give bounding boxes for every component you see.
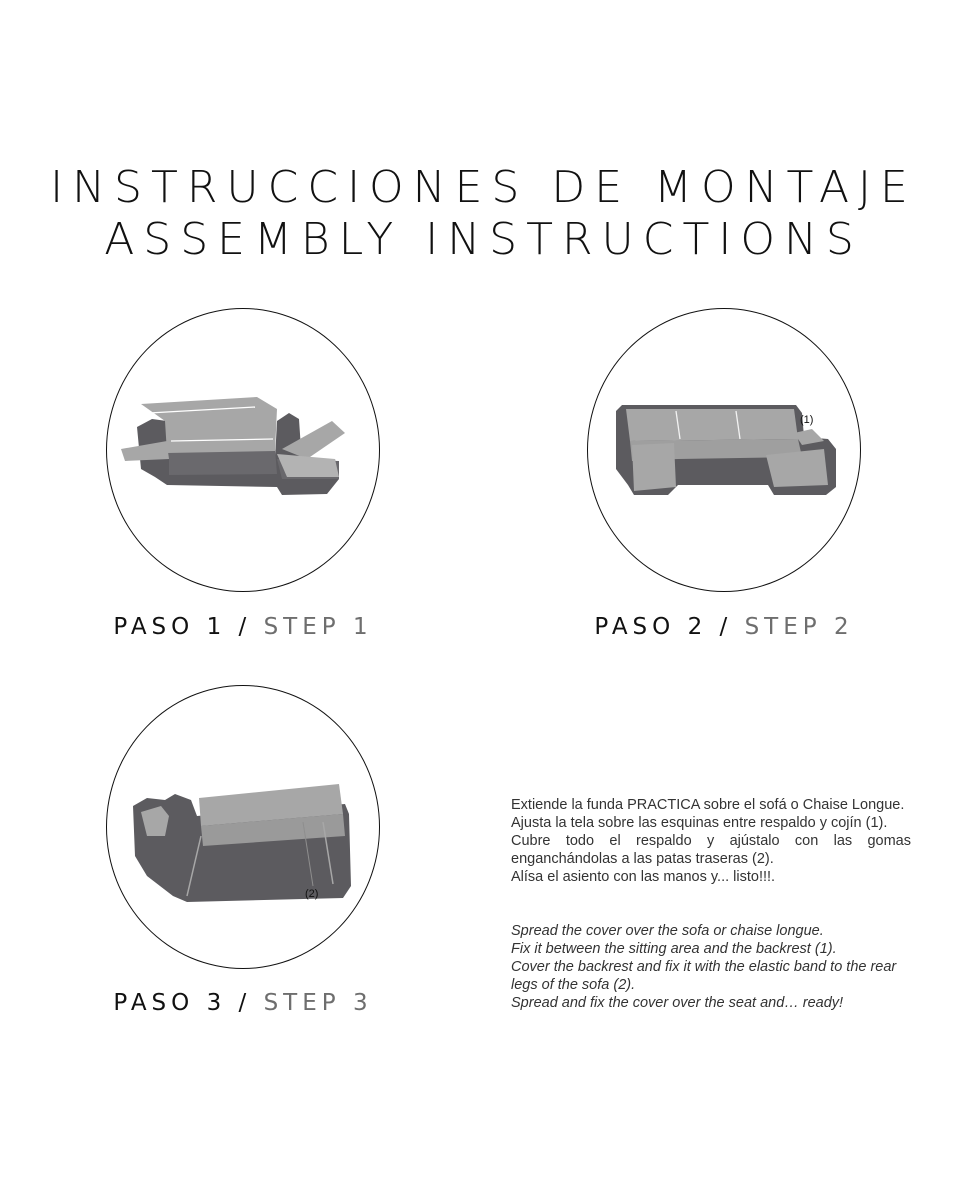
instruction-en-4: Spread and fix the cover over the seat and… ready!	[511, 995, 844, 1011]
step-1-label-en: STEP 1	[263, 614, 373, 640]
step-3-label-es: PASO 3 /	[113, 990, 252, 1016]
instructions-english	[511, 922, 911, 1012]
step-3-illustration	[106, 685, 380, 969]
instruction-es-2: Ajusta la tela sobre las esquinas entre respaldo y cojín (1).	[511, 815, 888, 831]
step-3-callout: (2)	[305, 888, 319, 900]
step-1-label	[106, 614, 380, 640]
page-title-english: ASSEMBLY INSTRUCTIONS	[104, 214, 863, 265]
step-3-label	[106, 990, 380, 1016]
instruction-es-1: Extiende la funda PRACTICA sobre el sofá o Chaise Longue.	[511, 797, 905, 813]
instruction-en-3: Cover the backrest and fix it with the elastic band to the rear legs of the sofa (2).	[511, 959, 897, 993]
instructions-spanish	[511, 796, 911, 886]
instruction-es-4: Alísa el asiento con las manos y... listo!!!.	[511, 869, 776, 885]
instruction-en-1: Spread the cover over the sofa or chaise longue.	[511, 923, 824, 939]
step-2-callout: (1)	[800, 414, 814, 426]
step-1-illustration	[106, 308, 380, 592]
instruction-en-2: Fix it between the sitting area and the backrest (1).	[511, 941, 837, 957]
step-2-illustration	[587, 308, 861, 592]
step-2-label-es: PASO 2 /	[594, 614, 733, 640]
page-title-spanish: INSTRUCCIONES DE MONTAJE	[50, 162, 917, 213]
step-2-label	[587, 614, 861, 640]
step-1-label-es: PASO 1 /	[113, 614, 252, 640]
step-3-label-en: STEP 3	[263, 990, 373, 1016]
instruction-es-3: Cubre todo el respaldo y ajústalo con las gomas enganchándolas a las patas traseras (2).	[511, 833, 911, 867]
step-2-label-en: STEP 2	[744, 614, 854, 640]
